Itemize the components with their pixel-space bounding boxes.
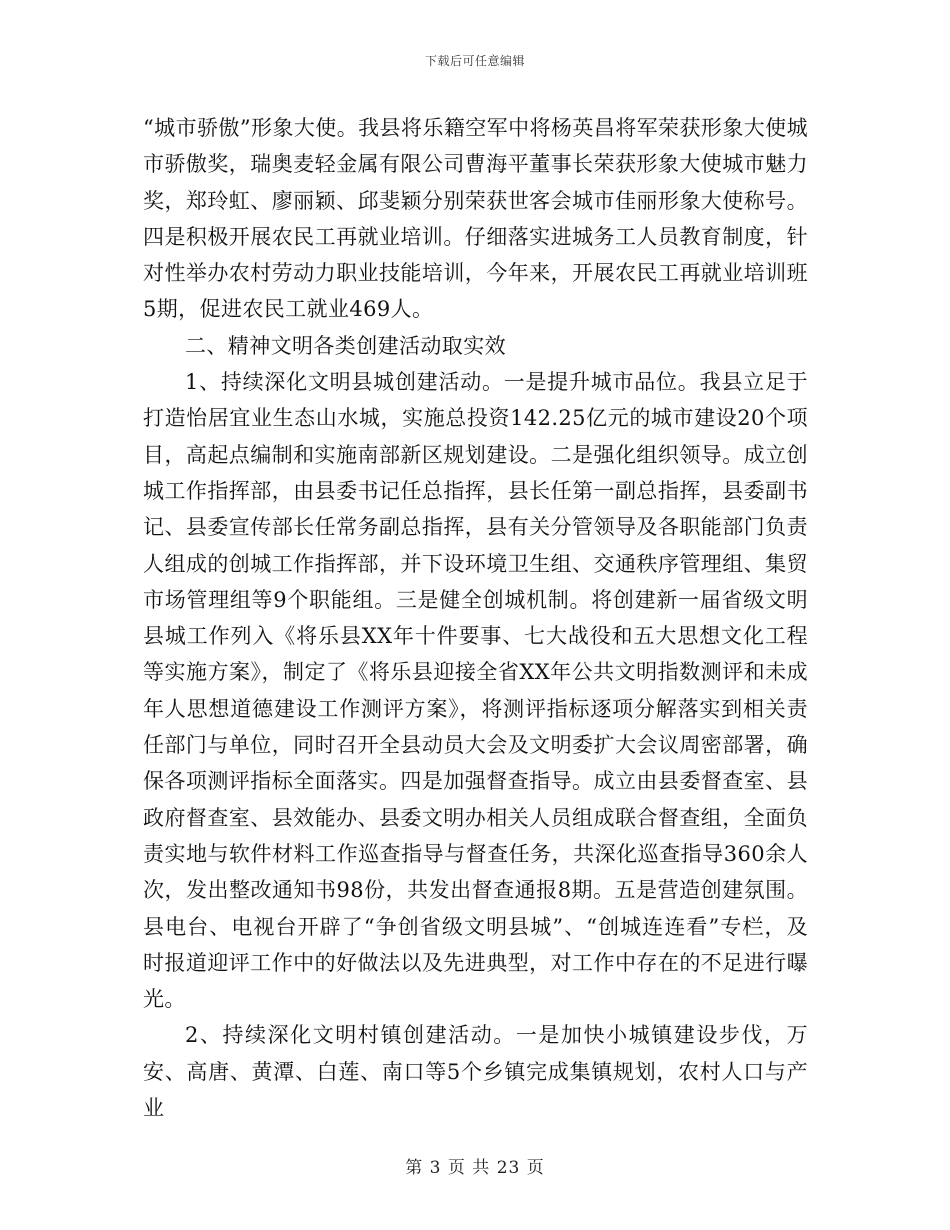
paragraph-2: 1、持续深化文明县城创建活动。一是提升城市品位。我县立足于打造怡居宜业生态山水城，实施总投资142.25亿元的城市建设20个项目，高起点编制和实施南部新区规划建设。二是强化组织领导。成立创城工作指挥部，由县委书记任总指挥，县长任第一副总指挥，县委副书记、县委宣传部长任常务副总指挥，县有关分管领导及各职能部门负责人组成的创城工作指挥部，并下设环境卫生组、交通秩序管理组、集贸市场管理组等9个职能组。三是健全创城机制。将创建新一届省级文明县城工作列入《将乐县XX年十件要事、七大战役和五大思想文化工程等实施方案》，制定了《将乐县迎接全省XX年公共文明指数测评和未成年人思想道德建设工作测评方案》，将测评指标逐项分解落实到相关责任部门与单位，同时召开全县动员大会及文明委扩大会议周密部署，确保各项测评指标全面落实。四是加强督查指导。成立由县委督查室、县政府督查室、县效能办、县委文明办相关人员组成联合督查组，全面负责实地与软件材料工作巡查指导与督查任务，共深化巡查指导360余人次，发出整改通知书98份，共发出督查通报8期。五是营造创建氛围。县电台、电视台开辟了“争创省级文明县城”、“创城连连看”专栏，及时报道迎评工作中的好做法以及先进典型，对工作中存在的不足进行曝光。 (143, 370, 808, 1012)
paragraph-3: 2、持续深化文明村镇创建活动。一是加快小城镇建设步伐，万安、高唐、黄潭、白莲、南口等5个乡镇完成集镇规划，农村人口与产业 (143, 1023, 808, 1121)
section-heading: 二、精神文明各类创建活动取实效 (185, 333, 506, 358)
page-header: 下载后可任意编辑 (424, 54, 525, 68)
paragraph-1: “城市骄傲”形象大使。我县将乐籍空军中将杨英昌将军荣获形象大使城市骄傲奖，瑞奥麦轻金属有限公司曹海平董事长荣获形象大使城市魅力奖，郑玲虹、廖丽颖、邱斐颖分别荣获世客会城市佳丽形象大使称号。四是积极开展农民工再就业培训。仔细落实进城务工人员教育制度，针对性举办农村劳动力职业技能培训，今年来，开展农民工再就业培训班5期，促进农民工就业469人。 (143, 116, 808, 322)
document-body (143, 110, 808, 1126)
page-number: 第 3 页 共 23 页 (405, 1158, 545, 1178)
